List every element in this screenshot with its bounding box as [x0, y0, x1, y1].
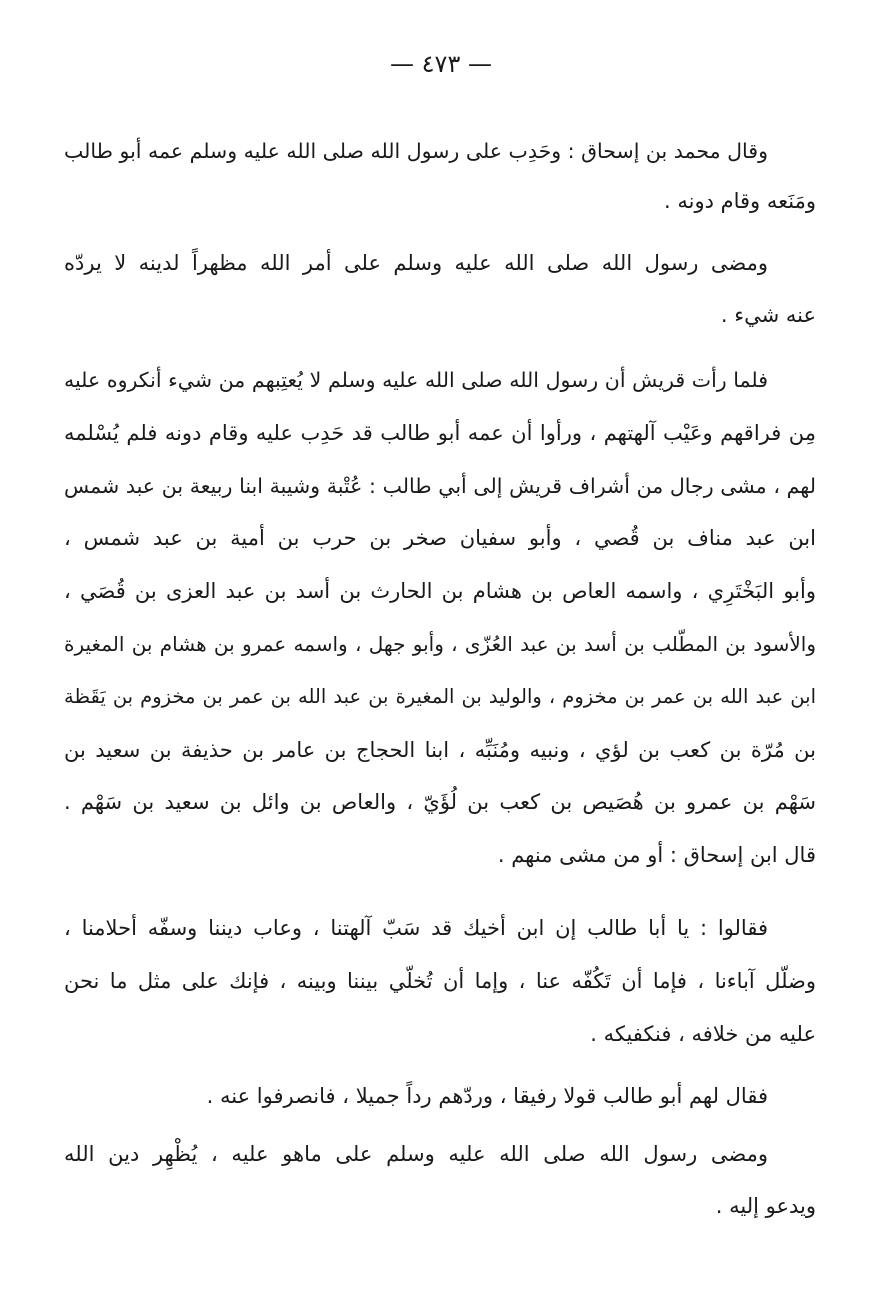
text-line: عليه من خلافه ، فنكفيكه . — [590, 1022, 816, 1046]
text-line: وضلّل آباءنا ، فإما أن تَكُفّه عنا ، وإما أن تُخلّي بيننا وبينه ، فإنك على مثل ما نحن — [64, 969, 816, 993]
text-line: ويدعو إليه . — [715, 1194, 816, 1218]
text-line: فقال لهم أبو طالب قولا رفيقا ، وردّهم رداً جميلا ، فانصرفوا عنه . — [206, 1084, 768, 1108]
paragraph-5 — [64, 1071, 816, 1121]
paragraph-2 — [64, 237, 816, 341]
text-line: والأسود بن المطّلب بن أسد بن عبد العُزّى ، وأبو جهل ، واسمه عمرو بن هشام بن المغيرة — [64, 631, 816, 656]
paragraph-3 — [64, 354, 816, 882]
text-line: سَهْم بن عمرو بن هُصَيص بن كعب بن لُؤَيّ ، والعاص بن وائل بن سعيد بن سَهْم . — [64, 790, 816, 815]
text-line: وقال محمد بن إسحاق : وحَدِب على رسول الله صلى الله عليه وسلم عمه أبو طالب — [64, 139, 768, 163]
text-line: ومَنَعه وقام دونه . — [664, 189, 816, 213]
text-line: وأبو البَخْتَرِي ، واسمه العاص بن هشام بن الحارث بن أسد بن عبد العزى بن قُصَي ، — [64, 579, 816, 604]
text-line: ومضى رسول الله صلى الله عليه وسلم على أمر الله مظهراً لدينه لا يردّه — [64, 251, 768, 275]
paragraph-4 — [64, 902, 816, 1061]
text-line: مِن فراقهم وعَيْب آلهتهم ، ورأوا أن عمه أبو طالب قد حَدِب عليه وقام دونه فلم يُسْلمه — [64, 420, 816, 445]
text-line: عنه شيء . — [720, 303, 816, 327]
text-line: فلما رأت قريش أن رسول الله صلى الله عليه وسلم لا يُعتِبهم من شيء أنكروه عليه — [64, 368, 768, 392]
text-line: قال ابن إسحاق : أو من مشى منهم . — [497, 843, 816, 868]
paragraph-1 — [64, 126, 816, 226]
text-line: لهم ، مشى رجال من أشراف قريش إلى أبي طالب : عُتْبة وشيبة ابنا ربيعة بن عبد شمس — [64, 473, 816, 498]
text-line: ومضى رسول الله صلى الله عليه وسلم على ماهو عليه ، يُظْهِر دين الله — [64, 1142, 768, 1166]
paragraph-6 — [64, 1128, 816, 1232]
page-number: — ٤٧٣ — — [390, 50, 492, 78]
text-line: ابن عبد الله بن عمر بن مخزوم ، والوليد بن المغيرة بن عبد الله بن عمر بن مخزوم بن يَقَظة — [64, 684, 816, 708]
text-line: بن مُرّة بن كعب بن لؤي ، ونبيه ومُنَبِّه ، ابنا الحجاج بن عامر بن حذيفة بن سعيد بن — [64, 737, 816, 762]
text-line: ابن عبد مناف بن قُصي ، وأبو سفيان صخر بن حرب بن أمية بن عبد شمس ، — [64, 526, 816, 551]
text-line: فقالوا : يا أبا طالب إن ابن أخيك قد سَبّ آلهتنا ، وعاب ديننا وسفّه أحلامنا ، — [64, 916, 768, 940]
